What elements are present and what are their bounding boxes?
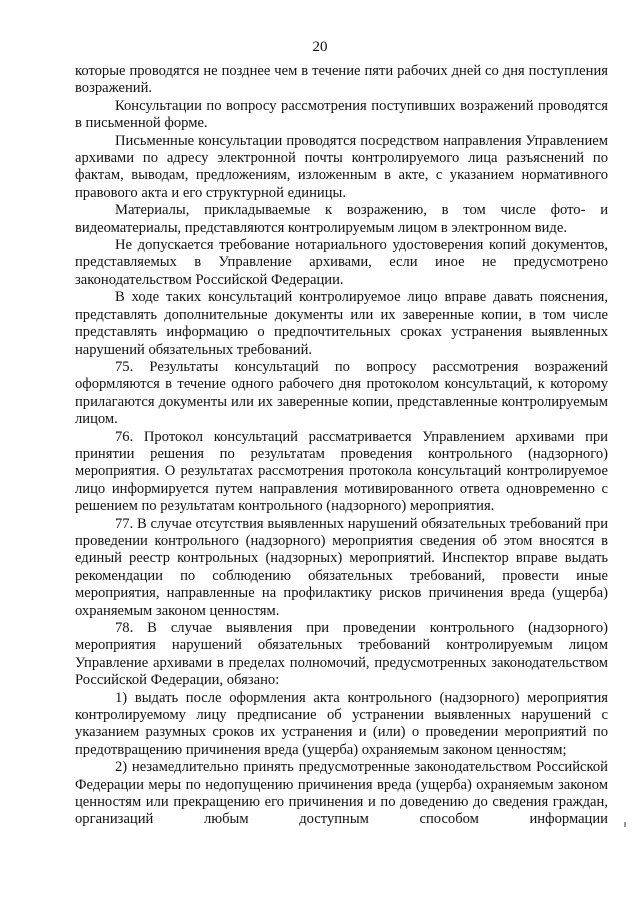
page-number: 20 (312, 39, 328, 55)
paragraph-consultations-form: Консультации по вопросу рассмотрения поступивших возражений проводятся в письменной форме. (75, 97, 608, 132)
paragraph-item-78-1: 1) выдать после оформления акта контрольного (надзорного) мероприятия контролируемому лицу предписание об устранении выявленных нарушений с указанием разумных сроков их устранения и (или) о проведении мероприятий по предотвращению причинения вреда (ущерба) охраняемым законом ценностям; (75, 689, 608, 758)
paragraph-item-78-2: 2) незамедлительно принять предусмотренные законодательством Российской Федерации меры по недопущению причинения вреда (ущерба) охраняемым законом ценностям или прекращению его причинения и по доведению до сведения граждан, организаций любым доступным способом информации (75, 759, 608, 828)
paragraph-notary-requirement: Не допускается требование нотариального удостоверения копий документов, представляемых в Управление архивами, если иное не предусмотрено законодательством Российской Федерации. (75, 237, 608, 288)
paragraph-materials: Материалы, прикладываемые к возражению, в том числе фото- и видеоматериалы, представляются контролируемым лицом в электронном виде. (75, 202, 608, 236)
document-body (75, 63, 608, 829)
scan-edge-mark (624, 822, 626, 827)
paragraph-item-77: 77. В случае отсутствия выявленных нарушений обязательных требований при проведении контрольного (надзорного) мероприятия сведения об этом вносятся в единый реестр контрольных (надзорных) мероприятий. Инспектор вправе выдать рекомендации по соблюдению обязательных требований, провести иные мероприятия, направленные на профилактику рисков причинения вреда (ущерба) охраняемым законом ценностям. (75, 515, 608, 619)
paragraph-item-75: 75. Результаты консультаций по вопросу рассмотрения возражений оформляются в течение одного рабочего дня протоколом консультаций, к которому прилагаются документы или их заверенные копии, представленные контролируемым лицом. (75, 358, 608, 428)
paragraph-item-76: 76. Протокол консультаций рассматривается Управлением архивами при принятии решения по результатам проведения контрольного (надзорного) мероприятия. О результатах рассмотрения протокола консультаций контролируемое лицо информируется путем направления мотивированного ответа одновременно с решением по результатам контрольного (надзорного) мероприятия. (75, 428, 608, 515)
paragraph-explanations: В ходе таких консультаций контролируемое лицо вправе давать пояснения, представлять дополнительные документы или их заверенные копии, в том числе представлять информацию о предпочтительных сроках устранения выявленных нарушений обязательных требований. (75, 289, 608, 358)
paragraph-item-78: 78. В случае выявления при проведении контрольного (надзорного) мероприятия нарушений обязательных требований контролируемым лицом Управление архивами в пределах полномочий, предусмотренных законодательством Российской Федерации, обязано: (75, 620, 608, 689)
paragraph-written-consultations: Письменные консультации проводятся посредством направления Управлением архивами по адресу электронной почты контролируемого лица разъяснений по фактам, выводам, предложениям, изложенным в акте, с указанием нормативного правового акта и его структурной единицы. (75, 132, 608, 201)
paragraph-continuation: которые проводятся не позднее чем в течение пяти рабочих дней со дня поступления возражений. (75, 63, 608, 97)
